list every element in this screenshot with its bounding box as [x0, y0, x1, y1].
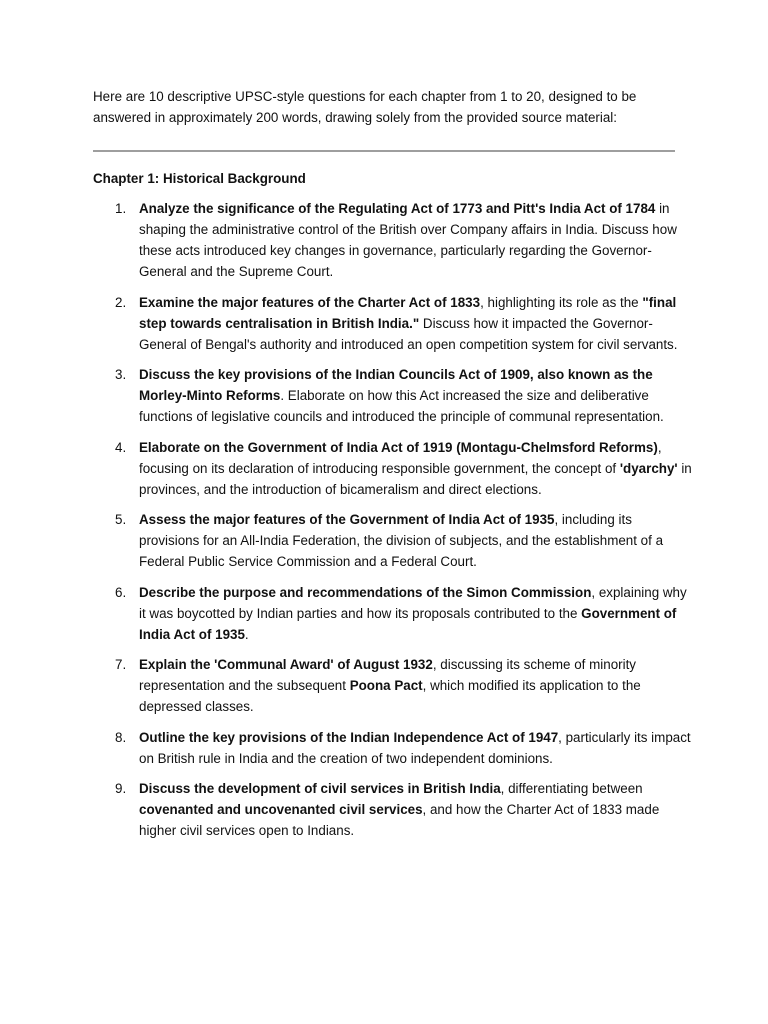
question-item: [93, 364, 693, 427]
question-number: 7.: [115, 657, 127, 672]
question-segment: . Elaborate on how this Act increased the size and deliberative functions of legislative councils and introduced the principle of communal representation.: [139, 388, 664, 424]
question-item: [93, 582, 693, 645]
question-item: [93, 509, 693, 572]
question-emphasis: "final step towards centralisation in British India.": [139, 294, 677, 331]
question-emphasis: Discuss the key provisions of the Indian Councils Act of 1909, also known as the Morley-Minto Reforms: [139, 367, 653, 403]
question-emphasis: Government of India Act of 1935: [139, 605, 677, 642]
question-number: 9.: [115, 781, 127, 796]
question-number: 6.: [115, 584, 127, 600]
question-text: [139, 781, 659, 838]
chapter-heading: Chapter 1: Historical Background: [93, 171, 306, 186]
question-segment: , particularly its impact on British rule in India and the creation of two independent dominions.: [139, 729, 691, 766]
question-item: [93, 437, 693, 500]
question-segment: , and how the Charter Act of 1833 made higher civil services open to Indians.: [139, 802, 660, 838]
question-number: 4.: [115, 439, 127, 455]
question-emphasis: Discuss the development of civil services in British India: [139, 781, 501, 796]
question-segment: , differentiating between: [500, 781, 643, 796]
question-emphasis: Analyze the significance of the Regulating Act of 1773 and Pitt's India Act of 1784: [139, 201, 656, 216]
question-text: [139, 440, 692, 497]
question-text: [139, 201, 677, 279]
question-segment: , including its provisions for an All-India Federation, the division of subjects, and the establishment of a Federal Public Service Commission and a Federal Court.: [139, 512, 664, 569]
question-number: 8.: [115, 729, 127, 745]
question-number: 2.: [115, 294, 127, 310]
question-number: 3.: [115, 367, 127, 382]
question-text: [139, 367, 664, 424]
question-text: [139, 730, 691, 766]
question-text: [139, 585, 687, 642]
question-item: [93, 292, 693, 355]
intro-paragraph: Here are 10 descriptive UPSC-style questions for each chapter from 1 to 20, designed to be answered in approximately 200 words, drawing solely from the provided source material:: [93, 89, 637, 125]
question-segment: , focusing on its declaration of introducing responsible government, the concept of: [139, 439, 662, 476]
question-segment: .: [244, 626, 249, 642]
question-list: [93, 198, 693, 851]
question-emphasis: Elaborate on the Government of India Act of 1919 (Montagu-Chelmsford Reforms): [139, 439, 658, 455]
question-emphasis: covenanted and uncovenanted civil services: [139, 802, 423, 817]
question-item: [93, 727, 693, 769]
question-emphasis: Describe the purpose and recommendations of the Simon Commission: [139, 584, 592, 600]
question-segment: in shaping the administrative control of the British over Company affairs in India. Discuss how these acts introduced key changes in governance, particularly regarding the Governor-General and the Supreme Court.: [139, 201, 677, 279]
question-segment: , explaining why it was boycotted by Indian parties and how its proposals contributed to the: [139, 584, 687, 621]
question-segment: Discuss how it impacted the Governor-General of Bengal's authority and introduced an open competition system for civil servants.: [139, 315, 678, 352]
question-emphasis: Assess the major features of the Government of India Act of 1935: [139, 512, 555, 527]
question-number: 1.: [115, 201, 127, 216]
question-number: 5.: [115, 512, 127, 527]
question-item: [93, 778, 693, 841]
question-emphasis: 'dyarchy': [619, 460, 678, 476]
question-emphasis: Examine the major features of the Charter Act of 1833: [139, 294, 481, 310]
question-segment: , discussing its scheme of minority representation and the subsequent: [139, 657, 636, 693]
question-item: [93, 654, 693, 717]
question-emphasis: Poona Pact: [349, 678, 423, 693]
question-text: [139, 295, 677, 352]
question-segment: , highlighting its role as the: [480, 294, 643, 310]
question-item: [93, 198, 693, 282]
question-text: [139, 512, 663, 569]
horizontal-divider: [93, 150, 675, 152]
question-emphasis: Outline the key provisions of the Indian Independence Act of 1947: [139, 729, 559, 745]
question-emphasis: Explain the 'Communal Award' of August 1932: [139, 657, 433, 672]
question-segment: , which modified its application to the depressed classes.: [139, 678, 641, 714]
question-text: [139, 657, 641, 714]
question-segment: in provinces, and the introduction of bicameralism and direct elections.: [139, 460, 692, 497]
